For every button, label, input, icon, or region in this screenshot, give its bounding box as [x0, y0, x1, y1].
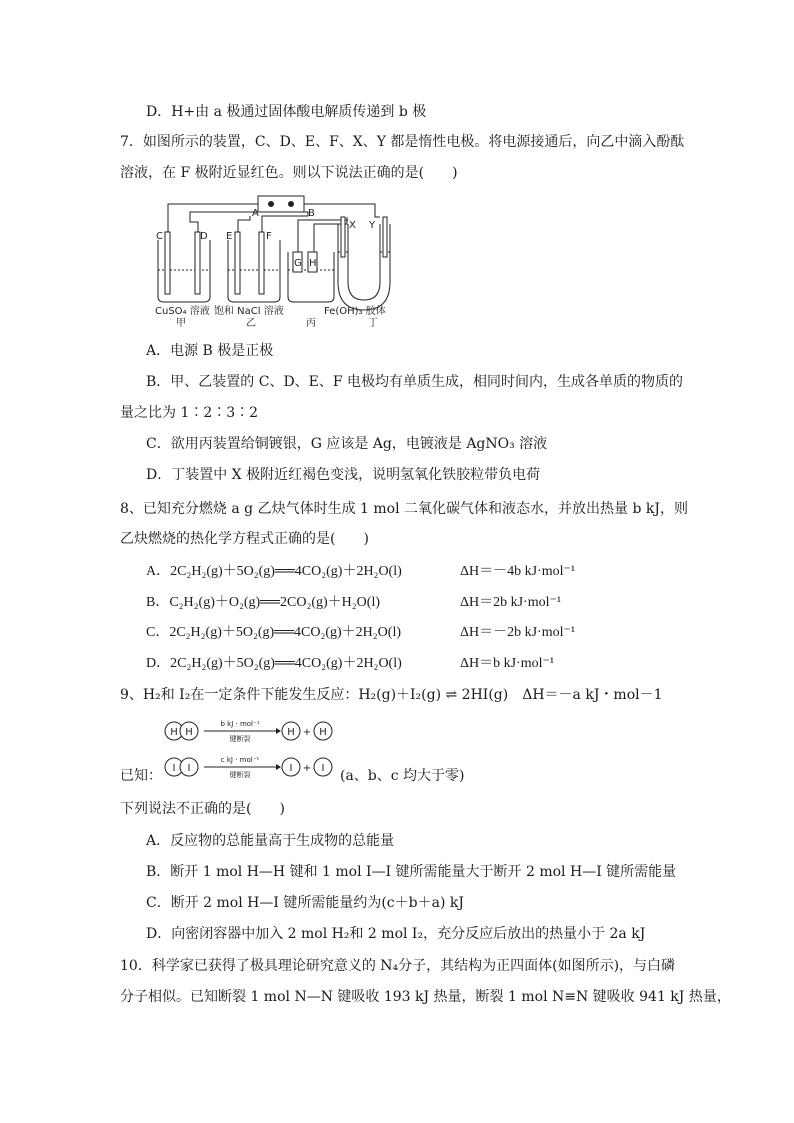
q10-line2: 分子相似。已知断裂 1 mol N—N 键吸收 193 kJ 热量，断裂 1 mol N≡N 键吸收 941 kJ 热量， — [120, 989, 731, 1005]
q7-stem-line1: 7．如图所示的装置，C、D、E、F、X、Y 都是惰性电极。将电源接通后，向乙中滴入酚酞 — [120, 134, 685, 150]
svg-text:I: I — [172, 763, 176, 774]
svg-text:H: H — [170, 727, 178, 738]
svg-text:B: B — [308, 208, 315, 219]
svg-text:H: H — [185, 727, 193, 738]
cell-2-name: 乙 — [246, 318, 256, 329]
q8-option-c-equation: C．2C₂H₂(g)＋5O₂(g)══4CO₂(g)＋2H₂O(l) — [146, 625, 401, 640]
ii-bond-break-label: 键断裂 — [229, 771, 251, 779]
q8-stem-line2: 乙炔燃烧的热化学方程式正确的是( ) — [120, 531, 369, 547]
electrode-x-label: X — [349, 220, 356, 231]
q7-option-b-line2: 量之比为 1∶2∶3∶2 — [120, 405, 259, 421]
electrode-g-label: G — [294, 258, 302, 269]
electrode-h-label: H — [309, 258, 317, 269]
q8-option-d-equation: D．2C₂H₂(g)＋5O₂(g)══4CO₂(g)＋2H₂O(l) — [146, 656, 402, 671]
q7-option-b-line1: B．甲、乙装置的 C、D、E、F 电极均有单质生成，相同时间内，生成各单质的物质的 — [146, 374, 684, 390]
q9-hh-bond-diagram — [160, 716, 340, 746]
cell-3-name: 丙 — [306, 318, 316, 329]
svg-text:+: + — [302, 727, 312, 738]
svg-text:+: + — [302, 763, 312, 774]
q6-option-d: D．H+由 a 极通过固体酸电解质传递到 b 极 — [146, 104, 427, 120]
q8-stem-line1: 8、已知充分燃烧 a g 乙炔气体时生成 1 mol 二氧化碳气体和液态水，并放出热量 b kJ，则 — [120, 501, 688, 517]
q9-option-d: D．向密闭容器中加入 2 mol H₂和 2 mol I₂，充分反应后放出的热量小于 2a kJ — [146, 926, 646, 942]
svg-text:I: I — [187, 763, 191, 774]
cell-2-solution: 饱和 NaCl 溶液 — [214, 306, 284, 317]
svg-text:I: I — [289, 763, 293, 774]
q9-prompt: 下列说法不正确的是( ) — [120, 801, 285, 817]
electrode-y-label: Y — [369, 220, 376, 231]
q9-known-label: 已知： — [120, 768, 162, 784]
q8-option-b-enthalpy: ΔH＝2b kJ·mol⁻¹ — [460, 595, 562, 610]
q10-line1: 10．科学家已获得了极具理论研究意义的 N₄分子，其结构为正四面体(如图所示)，与白磷 — [120, 958, 676, 974]
svg-text:A: A — [252, 208, 259, 219]
q7-option-d: D．丁装置中 X 极附近红褐色变浅，说明氢氧化铁胶粒带负电荷 — [146, 467, 541, 483]
ii-energy-label: c kJ · mol⁻¹ — [220, 756, 260, 764]
q8-option-b-equation: B．C₂H₂(g)＋O₂(g)══2CO₂(g)＋H₂O(l) — [146, 595, 380, 610]
q9-option-a: A．反应物的总能量高于生成物的总能量 — [146, 833, 395, 849]
svg-text:H: H — [287, 727, 295, 738]
electrode-e-label: E — [226, 231, 233, 242]
electrode-d-label: D — [200, 231, 208, 242]
power-supply-box — [258, 196, 304, 212]
cell-1-name: 甲 — [176, 318, 186, 329]
q7-electrolysis-figure — [150, 192, 400, 332]
electrode-f-label: F — [266, 231, 272, 242]
q7-stem-line2: 溶液，在 F 极附近显红色。则以下说法正确的是( ) — [120, 165, 458, 181]
q9-option-c: C．断开 2 mol H—I 键所需能量约为(c＋b＋a) kJ — [146, 895, 464, 911]
svg-text:H: H — [319, 727, 327, 738]
q9-ii-bond-diagram — [160, 752, 340, 782]
q9-option-b: B．断开 1 mol H—H 键和 1 mol I—I 键所需能量大于断开 2 mol H—I 键所需能量 — [146, 864, 677, 880]
electrode-c-label: C — [156, 231, 163, 242]
q9-stem: 9、H₂和 I₂在一定条件下能发生反应：H₂(g)＋I₂(g) ⇌ 2HI(g) ΔH＝－a kJ・mol－1 — [120, 687, 663, 703]
cell-1-solution: CuSO₄ 溶液 — [155, 306, 210, 317]
cell-4-name: 丁 — [368, 318, 378, 329]
hh-energy-label: b kJ · mol⁻¹ — [220, 720, 260, 728]
q8-option-a-equation: A．2C₂H₂(g)＋5O₂(g)══4CO₂(g)＋2H₂O(l) — [146, 564, 402, 579]
q8-option-c-enthalpy: ΔH＝－2b kJ·mol⁻¹ — [460, 625, 576, 640]
svg-text:I: I — [321, 763, 325, 774]
hh-bond-break-label: 键断裂 — [229, 735, 251, 743]
q7-option-c: C．欲用丙装置给铜镀银，G 应该是 Ag，电镀液是 AgNO₃ 溶液 — [146, 436, 548, 452]
q7-option-a: A．电源 B 极是正极 — [146, 343, 274, 359]
q8-option-d-enthalpy: ΔH＝b kJ·mol⁻¹ — [460, 656, 555, 671]
q8-option-a-enthalpy: ΔH＝－4b kJ·mol⁻¹ — [460, 564, 576, 579]
q9-known-suffix: (a、b、c 均大于零) — [340, 768, 465, 784]
cell-4-solution: Fe(OH)₃ 胶体 — [324, 306, 386, 317]
